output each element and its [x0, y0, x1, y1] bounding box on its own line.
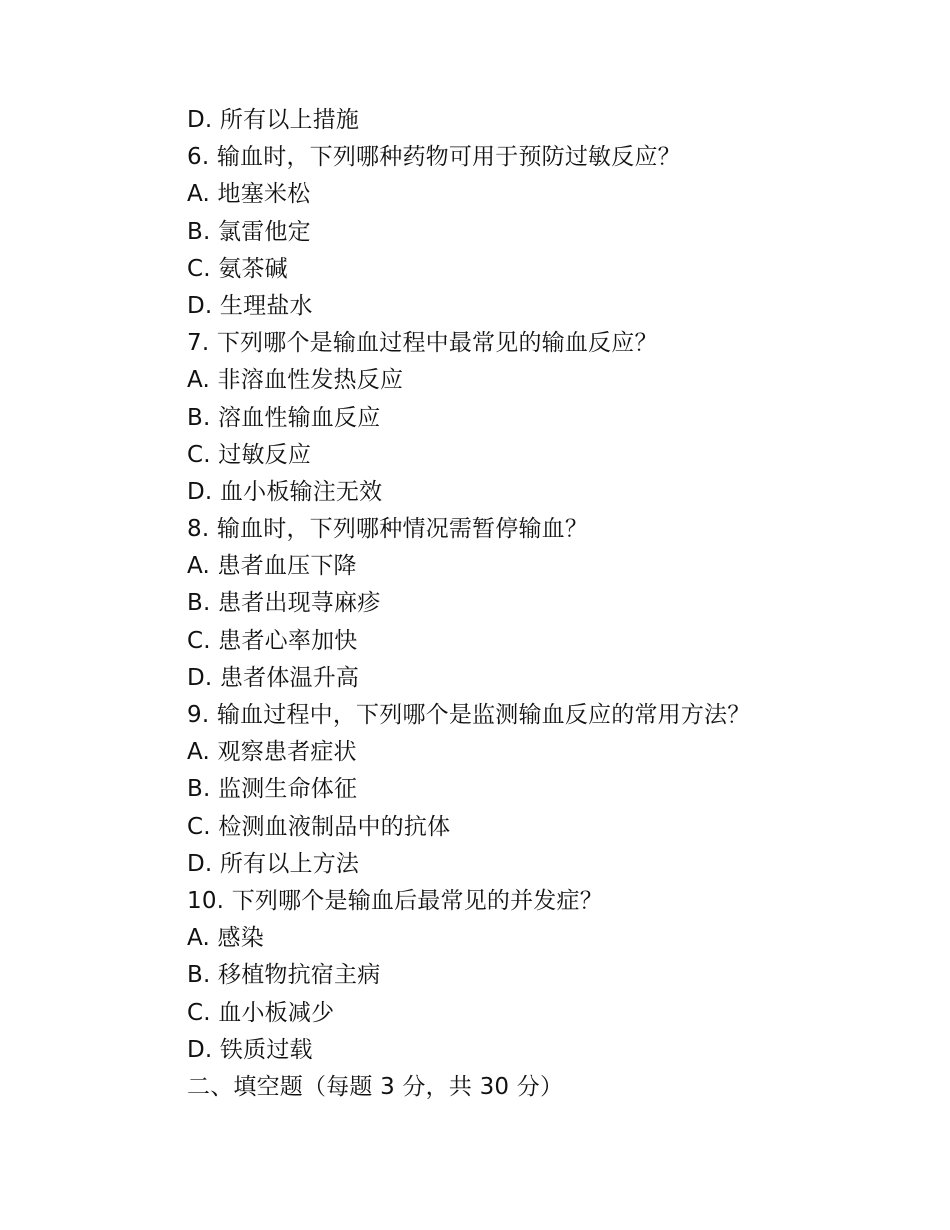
question-line: 10. 下列哪个是输血后最常见的并发症？: [187, 887, 603, 914]
option-line: A. 非溶血性发热反应: [187, 367, 404, 394]
question-line: 8. 输血时，下列哪种情况需暂停输血？: [187, 516, 589, 543]
option-line: B. 监测生命体征: [187, 776, 358, 803]
option-line: C. 氨茶碱: [187, 255, 288, 282]
option-line: C. 检测血液制品中的抗体: [187, 813, 451, 840]
option-line: D. 铁质过载: [187, 1036, 313, 1063]
option-line: D. 血小板输注无效: [187, 478, 383, 505]
option-line: A. 观察患者症状: [187, 739, 357, 766]
option-line: B. 患者出现荨麻疹: [187, 590, 381, 617]
option-line: A. 地塞米松: [187, 181, 311, 208]
option-line: A. 患者血压下降: [187, 553, 357, 580]
option-line: B. 氯雷他定: [187, 218, 311, 245]
option-line: B. 移植物抗宿主病: [187, 962, 381, 989]
option-line: B. 溶血性输血反应: [187, 404, 381, 431]
option-line: A. 感染: [187, 925, 264, 952]
option-line: C. 血小板减少: [187, 999, 335, 1026]
option-line: D. 所有以上方法: [187, 850, 360, 877]
option-line: D. 所有以上措施: [187, 107, 360, 133]
question-line: 9. 输血过程中，下列哪个是监测输血反应的常用方法？: [187, 702, 751, 728]
option-line: C. 过敏反应: [187, 441, 312, 468]
document-body: [187, 102, 887, 1106]
section-heading: 二、填空题（每题 3 分，共 30 分）: [187, 1073, 564, 1100]
option-line: D. 患者体温升高: [187, 664, 360, 691]
option-line: C. 患者心率加快: [187, 627, 358, 654]
option-line: D. 生理盐水: [187, 292, 313, 319]
question-line: 6. 输血时，下列哪种药物可用于预防过敏反应？: [187, 144, 681, 171]
question-line: 7. 下列哪个是输血过程中最常见的输血反应？: [187, 330, 658, 357]
